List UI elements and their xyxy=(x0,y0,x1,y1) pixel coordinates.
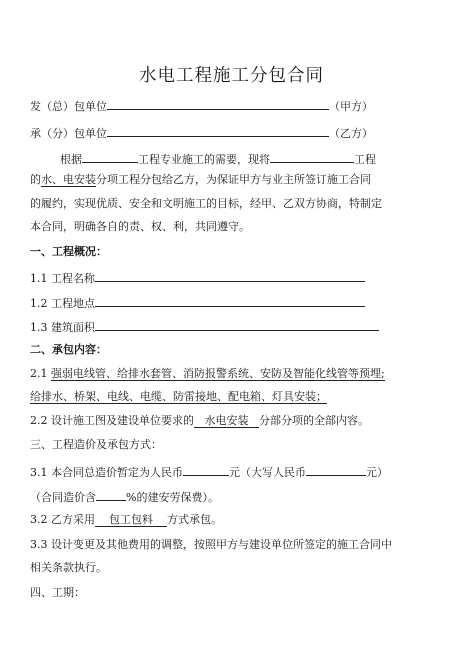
item-text: 3.2 乙方采用 xyxy=(30,513,95,526)
intro-line-2 xyxy=(30,173,371,187)
intro-line-1 xyxy=(60,150,376,167)
subcontract-scope-filled: 水、电安装 xyxy=(41,173,96,186)
item-2-1 xyxy=(30,367,385,381)
party-a-label: 发（总）包单位 xyxy=(30,100,107,113)
item-1-1 xyxy=(30,269,365,286)
section-2-heading: 二、承包内容： xyxy=(30,343,107,356)
project-name-blank[interactable] xyxy=(270,150,354,163)
party-a-blank[interactable] xyxy=(107,97,329,110)
building-area-field[interactable] xyxy=(95,318,379,331)
party-a-suffix: （甲方） xyxy=(329,100,373,113)
item-label: 1.1 工程名称 xyxy=(30,272,95,285)
item-3-3-cont: 相关条款执行。 xyxy=(30,561,107,574)
contract-mode-value: 包工包料 xyxy=(109,513,153,526)
page-title: 水电工程施工分包合同 xyxy=(139,66,324,86)
item-1-2 xyxy=(30,294,365,311)
design-scope-filled xyxy=(194,414,259,428)
contract-mode-filled xyxy=(95,513,167,527)
intro-line-3: 的履约，实现优质、安全和文明施工的目标，经甲、乙双方协商，特制定 xyxy=(30,197,382,210)
item-text: 元） xyxy=(366,466,388,479)
party-b-line xyxy=(30,124,373,141)
scope-list-filled: 强弱电线管、给排水套管、消防报警系统、安防及智能化线管等预埋; xyxy=(51,367,385,380)
party-a-line xyxy=(30,97,373,114)
item-3-2 xyxy=(30,513,222,527)
section-3-heading: 三、工程造价及承包方式： xyxy=(30,438,162,451)
item-2-1-cont xyxy=(30,390,327,404)
item-3-1 xyxy=(30,463,388,480)
intro-text: 工程专业施工的需要，现将 xyxy=(138,153,270,166)
item-2-2 xyxy=(30,414,369,428)
item-1-3 xyxy=(30,318,379,335)
fee-percent-field[interactable] xyxy=(96,488,126,501)
item-text: %的建安劳保费）。 xyxy=(126,491,219,504)
intro-text: 工程 xyxy=(354,153,376,166)
item-label: 2.1 xyxy=(30,367,51,380)
project-location-field[interactable] xyxy=(95,294,365,307)
party-b-blank[interactable] xyxy=(107,124,329,137)
price-number-field[interactable] xyxy=(183,463,229,476)
item-label: 1.2 工程地点 xyxy=(30,297,95,310)
scope-list-filled: 给排水、桥架、电线、电缆、防雷接地、配电箱、灯具安装； xyxy=(30,390,327,403)
party-b-suffix: （乙方） xyxy=(329,127,373,140)
design-scope-value: 水电安装 xyxy=(204,414,249,427)
intro-text: 分项工程分包给乙方，为保证甲方与业主所签订施工合同 xyxy=(96,173,371,186)
item-text: 方式承包。 xyxy=(167,513,222,526)
section-4-heading: 四、工期： xyxy=(30,586,85,599)
project-name-field[interactable] xyxy=(95,269,365,282)
item-3-3: 3.3 设计变更及其他费用的调整，按照甲方与建设单位所签定的施工合同中 xyxy=(30,538,392,551)
intro-text: 的 xyxy=(30,173,41,186)
item-text: 3.1 本合同总造价暂定为人民币 xyxy=(30,466,183,479)
project-type-blank[interactable] xyxy=(82,150,138,163)
item-text: 2.2 设计施工图及建设单位要求的 xyxy=(30,414,194,427)
item-3-1-cont xyxy=(30,488,219,505)
intro-line-4: 本合同，明确各自的责、权、利，共同遵守。 xyxy=(30,220,250,233)
price-words-field[interactable] xyxy=(306,463,366,476)
item-label: 1.3 建筑面积 xyxy=(30,321,95,334)
item-text: 元（大写人民币 xyxy=(229,466,306,479)
intro-text: 根据 xyxy=(60,153,82,166)
item-text: （合同造价含 xyxy=(30,491,96,504)
item-text: 分部分项的全部内容。 xyxy=(259,414,369,427)
party-b-label: 承（分）包单位 xyxy=(30,127,107,140)
section-1-heading: 一、工程概况： xyxy=(30,245,107,258)
